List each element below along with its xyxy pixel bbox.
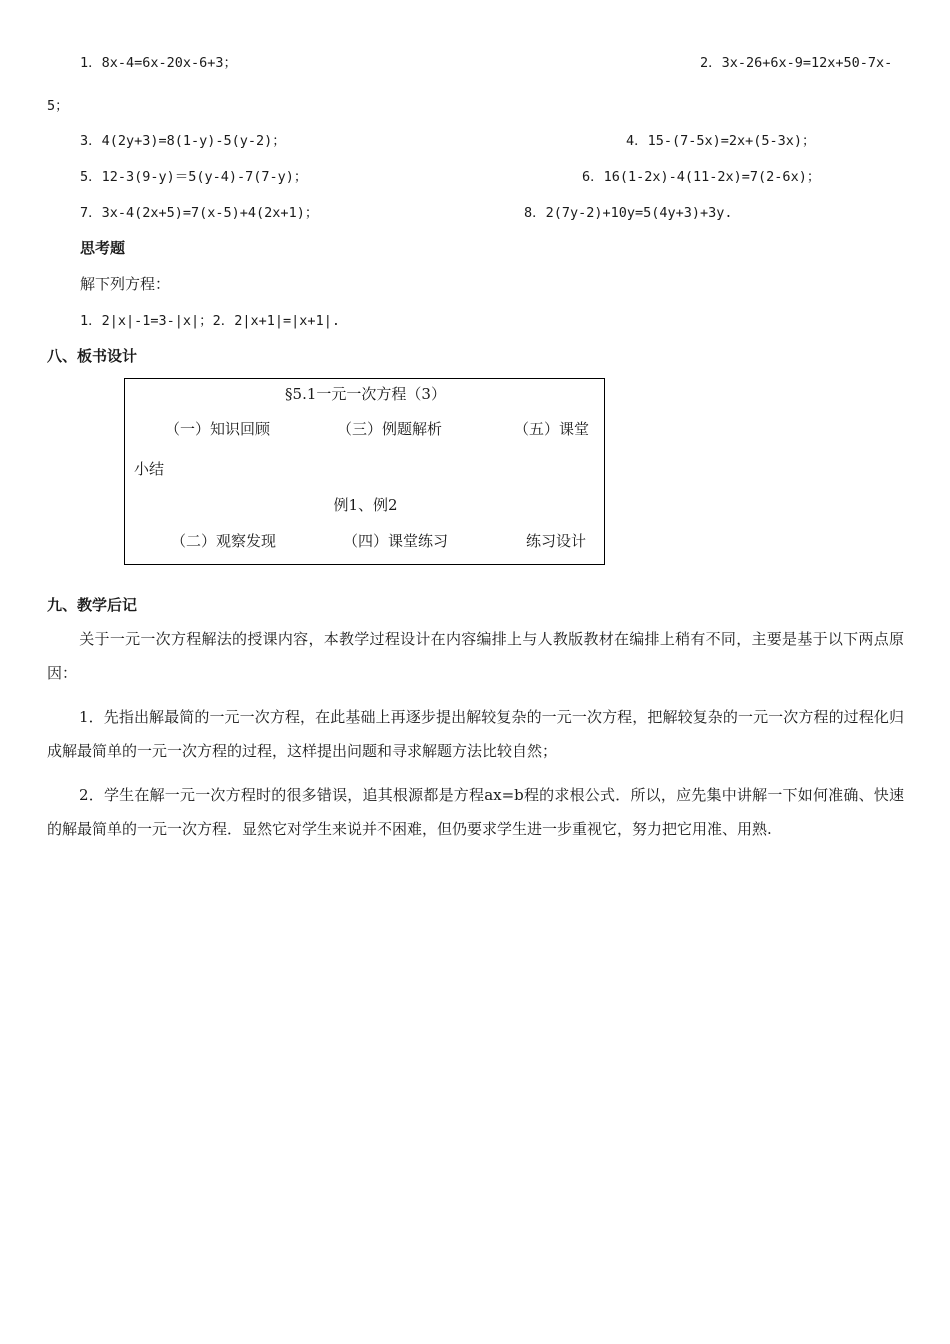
board-knowledge-review: （一）知识回顾	[165, 420, 271, 438]
postscript-paragraph-3	[47, 778, 904, 846]
exercise-8: 8．2(7y-2)+10y=5(4y+3)+3y.	[524, 205, 733, 221]
exercise-2: 2．3x-26+6x-9=12x+50-7x-	[700, 55, 893, 71]
board-example-analysis: （三）例题解析	[337, 420, 443, 438]
thinking-prompt: 解下列方程：	[80, 275, 171, 293]
postscript-text-3: 2．学生在解一元一次方程时的很多错误，追其根源都是方程ax=b程的求根公式．所以，应先集中讲解一下如何准确、快速的解最简单的一元一次方程．显然它对学生来说并不困难，但仍要求学生进一步重视它，努力把它用准、用熟.	[47, 786, 904, 838]
thinking-heading: 思考题	[80, 239, 126, 257]
board-practice: （四）课堂练习	[343, 532, 449, 550]
exercise-3: 3．4(2y+3)=8(1-y)-5(y-2)；	[80, 133, 286, 149]
exercise-5: 5．12-3(9-y)＝5(y-4)-7(7-y)；	[80, 169, 308, 185]
postscript-paragraph-2	[47, 700, 904, 768]
thinking-problems: 1．2|x|-1=3-|x|；2．2|x+1|=|x+1|.	[80, 313, 340, 329]
postscript-heading: 九、教学后记	[47, 596, 138, 614]
exercise-2-continued: 5；	[47, 98, 69, 114]
exercise-1: 1．8x-4=6x-20x-6+3；	[80, 55, 238, 71]
board-observation: （二）观察发现	[171, 532, 277, 550]
board-class-summary: （五）课堂	[514, 420, 590, 438]
board-heading: 八、板书设计	[47, 347, 138, 365]
postscript-text-1: 关于一元一次方程解法的授课内容，本教学过程设计在内容编排上与人教版教材在编排上稍有不同，主要是基于以下两点原因：	[47, 630, 904, 682]
board-design-box	[124, 378, 605, 565]
board-summary-continued: 小结	[134, 460, 165, 478]
exercise-6: 6．16(1-2x)-4(11-2x)=7(2-6x)；	[582, 169, 821, 185]
board-examples: 例1、例2	[333, 496, 398, 514]
postscript-paragraph-1	[47, 622, 904, 690]
board-exercise-design: 练习设计	[526, 532, 587, 550]
exercise-7: 7．3x-4(2x+5)=7(x-5)+4(2x+1)；	[80, 205, 319, 221]
exercise-4: 4．15-(7-5x)=2x+(5-3x)；	[626, 133, 816, 149]
postscript-text-2: 1．先指出解最简的一元一次方程，在此基础上再逐步提出解较复杂的一元一次方程，把解较复杂的一元一次方程的过程化归成解最简单的一元一次方程的过程，这样提出问题和寻求解题方法比较自然；	[47, 708, 904, 760]
board-title: §5.1一元一次方程（3）	[285, 385, 446, 403]
